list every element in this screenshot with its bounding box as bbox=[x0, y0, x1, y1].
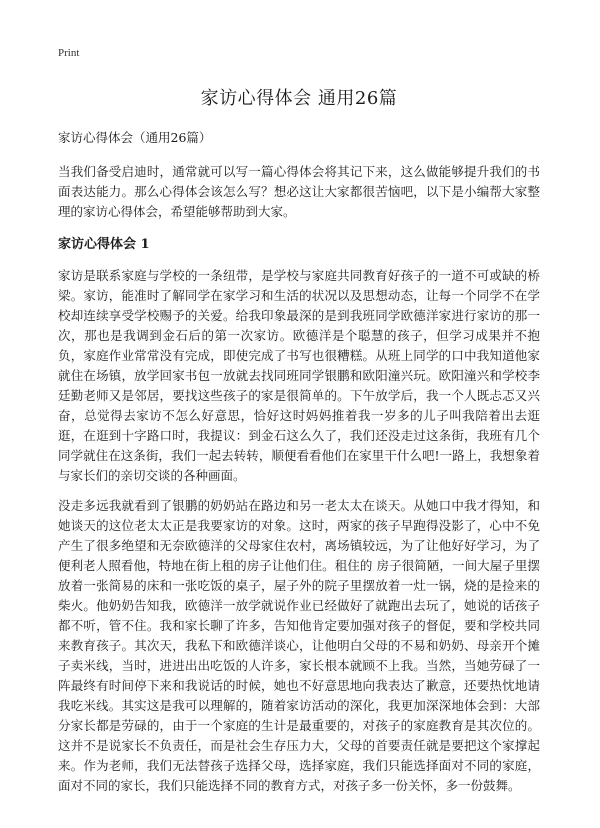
body-paragraph: 没走多远我就看到了银鹏的奶奶站在路边和另一老太太在谈天。从她口中我才得知，和她谈天的这位老太太正是我要家访的对象。这时，两家的孩子早跑得没影了，心中不免产生了很多绝望和无奈欧德洋的父母家住农村，离场镇较远，为了让他好好学习，为了便利老人照看他，特地在街上租的房子让他们住。租住的 房子很简陋，一间大屋子里摆放着一张简易的床和一张吃饭的桌子，屋子外的院子里摆放着一灶一锅，烧的是捡来的柴火。他奶奶告知我，欧德洋一放学就说作业已经做好了就跑出去玩了，她说的话孩子都不听，管不住。我和家长聊了许多，告知他肯定要加强对孩子的督促，要和学校共同来教育孩子。其次天，我私下和欧德洋谈心，让他明白父母的不易和奶奶、母亲开个摊子卖米线，当时，进进出出吃饭的人许多，家长根本就顾不上我。当然，当她劳碌了一阵最终有时间停下来和我说话的时候，她也不好意思地向我表达了歉意，还要热忱地请我吃米线。其实这是我可以理解的，随着家访活动的深化，我更加深深地体会到：大部分家长都是劳碌的，由于一个家庭的生计是最重要的，对孩子的家庭教育是其次位的。这并不是说家长不负责任，而是社会生存压力大，父母的首要责任就是要把这个家撑起来。作为老师，我们无法替孩子选择父母，选择家庭，我们只能选择面对不同的家庭，面对不同的家长，我们只能选择不同的教育方式，对孩子多一份关怀，多一份鼓舞。 bbox=[58, 498, 540, 793]
document-subtitle: 家访心得体会（通用26篇） bbox=[58, 130, 212, 145]
body-paragraph: 家访是联系家庭与学校的一条纽带，是学校与家庭共同教育好孩子的一道不可或缺的桥梁。家访，能准时了解同学在家学习和生活的状况以及思想动态，让每一个同学不在学校却连续享受学校赐予的关爱。给我印象最深的是到我班同学欧德洋家进行家访的那一次，那也是我调到金石后的第一次家访。欧德洋是个聪慧的孩子，但学习成果并不抱负，家庭作业常常没有完成，即使完成了书写也很糟糕。从班上同学的口中我知道他家就住在场镇，放学回家书包一放就去找同班同学银鹏和欧阳潼兴玩。欧阳潼兴和学校李廷勤老师又是邻居，要找这些孩子的家是很简单的。下午放学后，我一个人既忐忑又兴奋，总觉得去家访不怎么好意思，恰好这时妈妈推着我一岁多的儿子叫我陪着出去逛逛，在逛到十字路口时，我提议：到金石这么久了，我们还没走过这条街，我班有几个同学就住在这条街，我们一起去转转，顺便看看他们在家里干什么吧!一路上，我想象着与家长们的亲切交谈的各种画面。 bbox=[58, 268, 540, 483]
intro-paragraph: 当我们备受启迪时，通常就可以写一篇心得体会将其记下来，这么做能够提升我们的书面表达能力。那么心得体会该怎么写？想必这让大家都很苦恼吧，以下是小编帮大家整理的家访心得体会，希望能够帮助到大家。 bbox=[58, 164, 540, 219]
document-title: 家访心得体会 通用26篇 bbox=[200, 88, 398, 109]
section-heading: 家访心得体会 1 bbox=[58, 237, 150, 252]
print-label: Print bbox=[58, 47, 80, 59]
